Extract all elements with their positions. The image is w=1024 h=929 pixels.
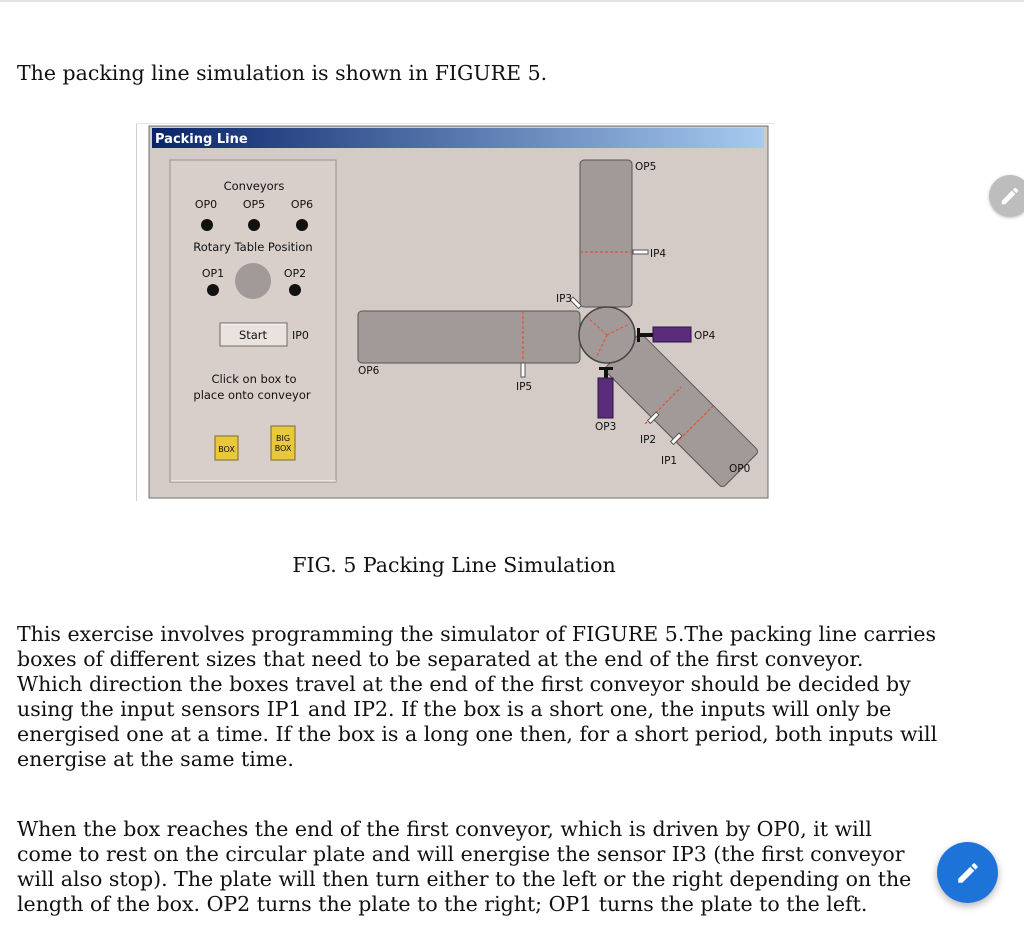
edit-fab-button[interactable] <box>937 842 998 903</box>
rotary-title: Rotary Table Position <box>193 240 313 254</box>
rotary-label-op1: OP1 <box>201 267 225 280</box>
start-button[interactable] <box>220 323 287 346</box>
figure-caption: FIG. 5 Packing Line Simulation <box>292 553 616 577</box>
sensor-ip4 <box>633 250 648 254</box>
big-box-button[interactable] <box>271 426 295 460</box>
big-box-label-line2: BOX <box>274 444 292 453</box>
label-ip2: IP2 <box>640 434 657 446</box>
label-ip3: IP3 <box>556 293 573 305</box>
box-button[interactable] <box>215 436 238 460</box>
start-input-label: IP0 <box>292 329 309 342</box>
conveyor-label-op6: OP6 <box>290 198 314 211</box>
paragraph-1-line: energised one at a time. If the box is a long one then, for a short period, both inputs will <box>17 722 938 746</box>
label-op4: OP4 <box>694 330 716 342</box>
label-ip1: IP1 <box>661 455 678 467</box>
hint-line1: Click on box to <box>211 372 297 386</box>
side-edit-button[interactable] <box>989 175 1024 217</box>
big-box-label-line1: BIG <box>275 434 291 443</box>
pencil-icon <box>955 860 981 886</box>
paragraph-2 <box>17 817 911 917</box>
paragraph-2-line: will also stop). The plate will then turn either to the left or the right depending on the <box>17 867 912 891</box>
paragraph-2-line: come to rest on the circular plate and will energise the sensor IP3 (the first conveyor <box>17 842 905 866</box>
indicator-op1 <box>207 284 219 296</box>
label-op5: OP5 <box>635 161 657 173</box>
box-button-label: BOX <box>218 445 235 454</box>
indicator-op0 <box>201 219 213 231</box>
label-op6: OP6 <box>358 365 380 377</box>
label-op3: OP3 <box>595 421 617 433</box>
paragraph-1-line: This exercise involves programming the simulator of FIGURE 5.The packing line carries <box>17 622 936 646</box>
conveyors-title: Conveyors <box>223 179 285 193</box>
conveyor-op5 <box>580 160 632 307</box>
paragraph-2-line: When the box reaches the end of the first conveyor, which is driven by OP0, it will <box>17 817 872 841</box>
paragraph-1-line: energise at the same time. <box>17 747 294 771</box>
indicator-op6 <box>296 219 308 231</box>
label-ip5: IP5 <box>516 381 533 393</box>
paragraph-1-line: boxes of different sizes that need to be separated at the end of the first conveyor. <box>17 647 864 671</box>
window-title: Packing Line <box>155 132 248 147</box>
conveyor-label-op5: OP5 <box>242 198 266 211</box>
paragraph-1 <box>17 622 937 772</box>
sensor-ip5 <box>521 363 525 377</box>
paragraph-2-line: length of the box. OP2 turns the plate to the right; OP1 turns the plate to the left. <box>17 892 868 916</box>
label-ip4: IP4 <box>650 248 667 260</box>
conveyor-label-op0: OP0 <box>194 198 218 211</box>
conveyor-op6 <box>358 311 580 363</box>
paragraph-1-line: Which direction the boxes travel at the end of the first conveyor should be decided by <box>17 672 911 696</box>
start-button-label: Start <box>238 328 268 342</box>
indicator-op2 <box>289 284 301 296</box>
top-divider <box>0 0 1024 2</box>
hint-line2: place onto conveyor <box>193 388 311 402</box>
paragraph-1-line: using the input sensors IP1 and IP2. If the box is a short one, the inputs will only be <box>17 697 892 721</box>
packing-line-figure <box>136 123 774 501</box>
label-op0: OP0 <box>729 463 751 475</box>
indicator-op5 <box>248 219 260 231</box>
pencil-icon <box>999 185 1021 207</box>
rotary-label-op2: OP2 <box>283 267 307 280</box>
rotary-table-indicator <box>235 263 271 299</box>
intro-text: The packing line simulation is shown in FIGURE 5. <box>17 61 548 85</box>
